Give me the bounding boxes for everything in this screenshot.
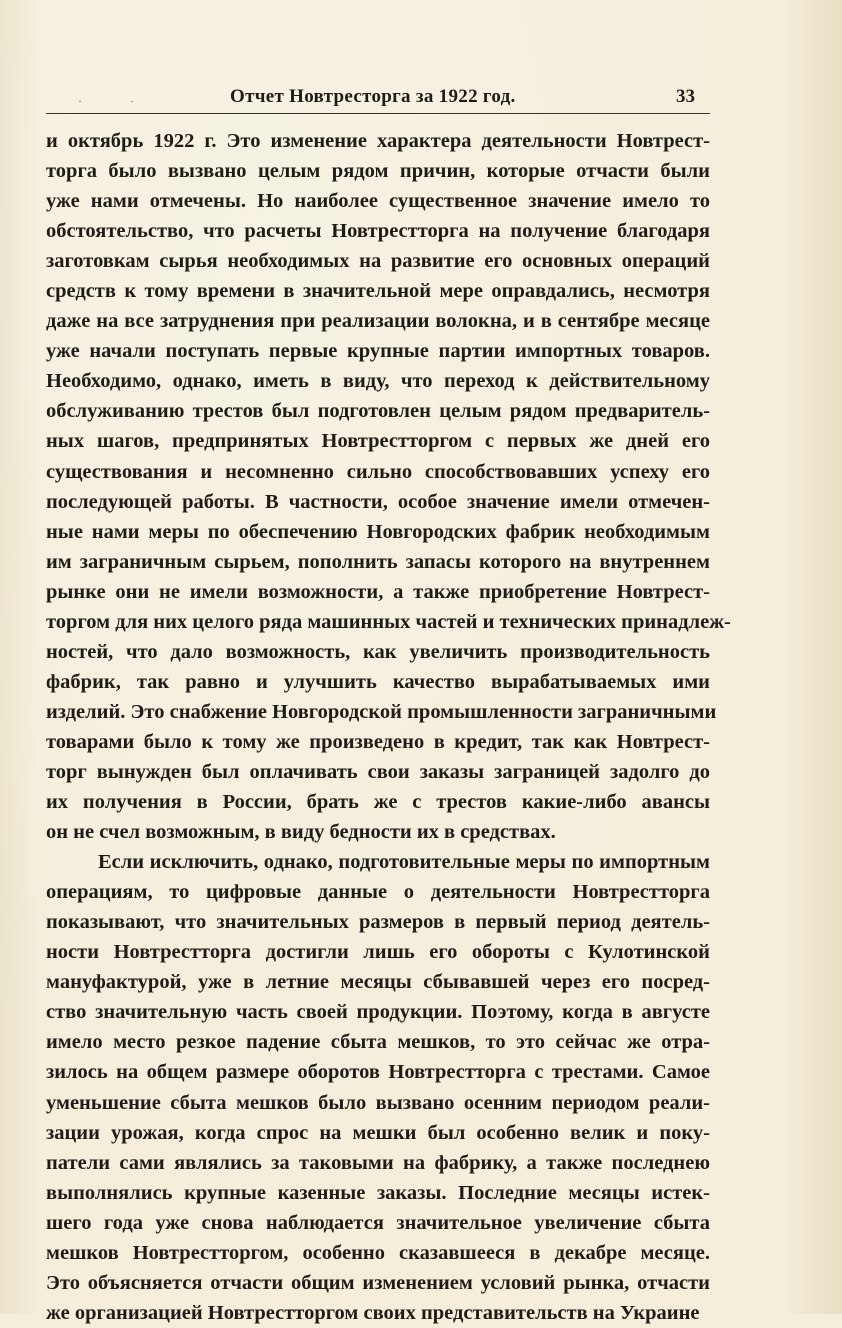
text-line: же организацией Новтрестторгом своих представительств на Украине — [46, 1301, 700, 1324]
page-number: 33 — [676, 86, 695, 107]
scan-mark: · — [78, 94, 82, 108]
text-line: уже начали поступать первые крупные партии импортных товаров. — [46, 340, 710, 363]
text-line: операциям, то цифровые данные о деятельности Новтрестторга — [46, 881, 710, 904]
text-line: ство значительную часть своей продукции. Поэтому, когда в августе — [46, 1001, 710, 1024]
text-line: уже нами отмечены. Но наиболее существенное значение имело то — [46, 190, 710, 213]
paragraph — [46, 847, 710, 1328]
text-line: и октябрь 1922 г. Это изменение характера деятельности Новтрест- — [46, 130, 710, 152]
scan-mark: · — [130, 94, 134, 108]
text-line: ные нами меры по обеспечению Новгородских фабрик необходимым — [46, 520, 710, 543]
paragraph — [46, 126, 731, 847]
header-rule — [46, 113, 710, 114]
text-line: ностей, что дало возможность, как увеличить производительность — [46, 640, 710, 663]
text-line: существования и несомненно сильно способствовавших успеху его — [46, 460, 710, 483]
text-line: мануфактурой, уже в летние месяцы сбывавшей через его посред- — [46, 971, 710, 994]
text-line: торгом для них целого ряда машинных частей и технических принадлеж- — [46, 610, 731, 633]
running-title: Отчет Новтресторга за 1922 год. — [230, 86, 516, 107]
text-line: торга было вызвано целым рядом причин, которые отчасти были — [46, 160, 710, 183]
text-line: им заграничным сырьем, пополнить запасы которого на внутреннем — [46, 550, 710, 573]
text-line: торг вынужден был оплачивать свои заказы заграницей задолго до — [46, 760, 710, 783]
text-line: их получения в России, брать же с трестов какие-либо авансы — [46, 791, 710, 814]
text-line: мешков Новтрестторгом, особенно сказавшееся в декабре месяце. — [46, 1241, 710, 1264]
text-line: товарами было к тому же произведено в кредит, так как Новтрест- — [46, 730, 710, 753]
text-line: средств к тому времени в значительной мере оправдались, несмотря — [46, 280, 710, 303]
text-line: заготовкам сырья необходимых на развитие его основных операций — [46, 250, 710, 273]
text-line: имело место резкое падение сбыта мешков, то это сейчас же отра- — [46, 1031, 710, 1054]
text-line: ности Новтрестторга достигли лишь его обороты с Кулотинской — [46, 941, 710, 964]
text-line: шего года уже снова наблюдается значительное увеличение сбыта — [46, 1211, 710, 1234]
running-head — [0, 84, 842, 112]
text-line: последующей работы. В частности, особое значение имели отмечен- — [46, 490, 710, 513]
text-line: уменьшение сбыта мешков было вызвано осенним периодом реали- — [46, 1091, 710, 1114]
text-line: обстоятельство, что расчеты Новтрестторга на получение благодаря — [46, 220, 710, 243]
text-line: даже на все затруднения при реализации волокна, и в сентябре месяце — [46, 310, 710, 333]
text-line: патели сами являлись за таковыми на фабрику, а также последнею — [46, 1151, 710, 1174]
text-line: он не счел возможным, в виду бедности их в средствах. — [46, 821, 556, 844]
text-line: Это объясняется отчасти общим изменением условий рынка, отчасти — [46, 1271, 710, 1294]
text-line: Если исключить, однако, подготовительные меры по импортным — [98, 851, 710, 874]
body-text — [46, 126, 731, 1328]
text-line: зации урожая, когда спрос на мешки был особенно велик и поку- — [46, 1121, 710, 1144]
text-line: показывают, что значительных размеров в первый период деятель- — [46, 911, 710, 934]
text-line: рынке они не имели возможности, а также приобретение Новтрест- — [46, 580, 710, 603]
text-line: выполнялись крупные казенные заказы. Последние месяцы истек- — [46, 1181, 710, 1204]
text-line: Необходимо, однако, иметь в виду, что переход к действительному — [46, 370, 710, 393]
text-line: ных шагов, предпринятых Новтрестторгом с первых же дней его — [46, 430, 710, 453]
text-line: обслуживанию трестов был подготовлен целым рядом предваритель- — [46, 400, 710, 423]
text-line: фабрик, так равно и улучшить качество вырабатываемых ими — [46, 670, 710, 693]
text-line: изделий. Это снабжение Новгородской промышленности заграничными — [46, 700, 717, 723]
text-line: зилось на общем размере оборотов Новтрестторга с трестами. Самое — [46, 1061, 710, 1084]
